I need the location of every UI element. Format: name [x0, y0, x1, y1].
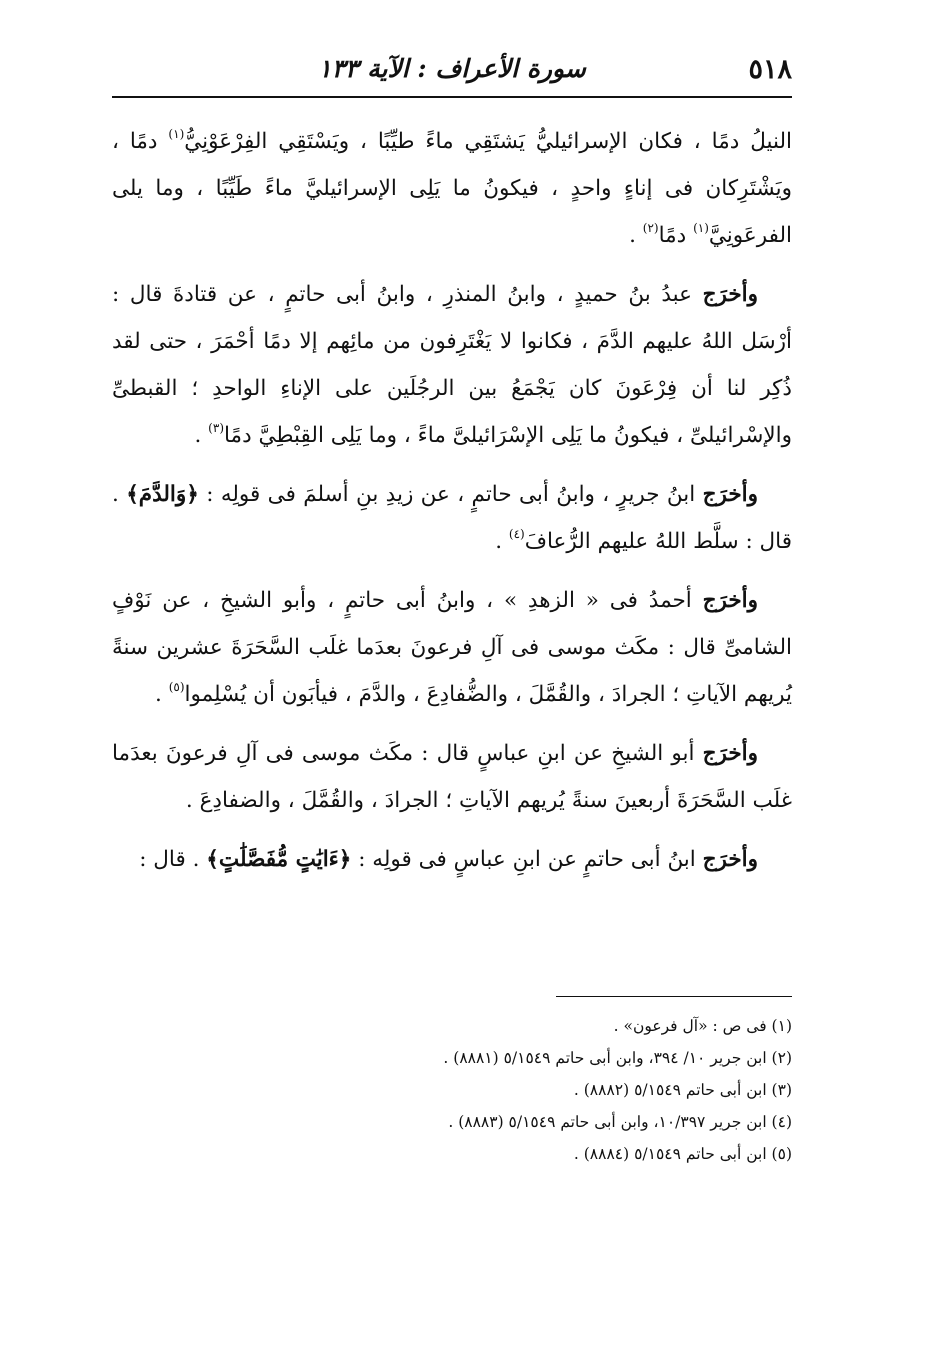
quran-quote: ﴿وَالدَّمَ﴾ — [126, 482, 199, 507]
footnote: (٥) ابن أبى حاتم ٥/١٥٤٩ (٨٨٨٤) . — [573, 1145, 792, 1163]
text-segment: . قال : سلَّط اللهُ عليهم الرُّعافَ — [112, 482, 792, 554]
footnote-separator — [556, 996, 792, 997]
text-segment: . — [495, 529, 509, 554]
text-segment: دمًا — [658, 223, 694, 248]
footnote: (٣) ابن أبى حاتم ٥/١٥٤٩ (٨٨٨٢) . — [573, 1081, 792, 1099]
paragraph — [112, 577, 792, 718]
text-segment: دمًا ، ويَشْتَرِكان فى إناءٍ واحدٍ ، فيكونُ ما يَلِى الإسرائيليَّ ماءً طَيِّبًا ، وما يلى الفرعَونِيَّ — [112, 129, 792, 248]
text-segment: أبو الشيخِ عن ابنِ عباسٍ قال : مكَث موسى فى آلِ فرعونَ بعدَما غلَب السَّحَرَةَ أربعينَ سنةً يُريهم الآياتِ ؛ الجرادَ ، والقُمَّلَ ، والضفادِعَ . — [112, 741, 792, 813]
text-segment: . — [155, 682, 169, 707]
body-text — [112, 118, 792, 895]
paragraph — [112, 836, 792, 883]
footnote: (٤) ابن جرير ١٠/٣٩٧، وابن أبى حاتم ٥/١٥٤٩ (٨٨٨٣) . — [448, 1113, 792, 1131]
text-segment: . — [629, 223, 643, 248]
footnote-reference: (١) — [168, 127, 185, 141]
footnote-reference: (٥) — [168, 680, 185, 694]
text-segment: النيلُ دمًا ، فكان الإسرائيليُّ يَشتَقِي ماءً طيِّبًا ، ويَسْتَقِي الفِرْعَوْنِيُّ — [184, 129, 792, 154]
footnote: (٢) ابن جرير ١٠/ ٣٩٤، وابن أبى حاتم ٥/١٥٤٩ (٨٨٨١) . — [443, 1049, 792, 1067]
quran-quote: ﴿ءَايَٰتٍ مُّفَصَّلَٰتٍ﴾ — [206, 847, 352, 872]
paragraph — [112, 471, 792, 565]
footnote-reference: (١) — [693, 221, 709, 235]
paragraph — [112, 118, 792, 259]
paragraph-lead-word: وأخرَج — [702, 482, 758, 507]
text-segment: ابنُ جريرٍ ، وابنُ أبى حاتمٍ ، عن زيدِ بنِ أسلمَ فى قولِه : — [198, 482, 703, 507]
text-segment: . — [194, 423, 209, 448]
paragraph-lead-word: وأخرَج — [702, 588, 758, 613]
footnote-reference: (٣) — [208, 421, 224, 435]
header-rule — [112, 96, 792, 98]
paragraph-lead-word: وأخرَج — [702, 847, 758, 872]
paragraph — [112, 271, 792, 459]
page-number: ٥١٨ — [748, 54, 792, 85]
paragraph-lead-word: وأخرَج — [702, 741, 758, 766]
page-header — [112, 48, 792, 94]
paragraph-lead-word: وأخرَج — [702, 282, 758, 307]
footnote-reference: (٢) — [642, 221, 659, 235]
running-title: سورة الأعراف : الآية ١٣٣ — [318, 54, 586, 83]
footnote: (١) فى ص : «آل فرعون» . — [613, 1017, 792, 1035]
footnote-reference: (٤) — [508, 527, 525, 541]
text-segment: عبدُ بنُ حميدٍ ، وابنُ المنذرِ ، وابنُ أبى حاتمٍ ، عن قتادةَ قال : أرْسَل اللهُ عليهم الدَّمَ ، فكانوا لا يَغْتَرِفون من مائِهم إلا دمًا أحْمَرَ ، حتى لقد ذُكِر لنا أن فِرْعَونَ كان يَجْمَعُ بين الرجُلَين على الإناءِ الواحدِ ؛ القبطىِّ والإسْرائيلىِّ ، فيكونُ ما يَلِى الإسْرَائيلىَّ ماءً ، وما يَلِى القِبْطِيَّ دمًا — [112, 282, 792, 448]
text-segment: ابنُ أبى حاتمٍ عن ابنِ عباسٍ فى قولِه : — [351, 847, 703, 872]
text-segment: . قال : — [139, 847, 207, 872]
footnotes — [192, 1010, 792, 1170]
paragraph — [112, 730, 792, 824]
text-segment: أحمدُ فى « الزهدِ » ، وابنُ أبى حاتمٍ ، وأبو الشيخِ ، عن نَوْفٍ الشامىِّ قال : مكَث موسى فى آلِ فرعونَ بعدَما غلَب السَّحَرَةَ عشرين سنةً يُريهم الآياتِ ؛ الجرادَ ، والقُمَّلَ ، والضُّفادِعَ ، والدَّمَ ، فيأبَون أن يُسْلِموا — [112, 588, 792, 707]
